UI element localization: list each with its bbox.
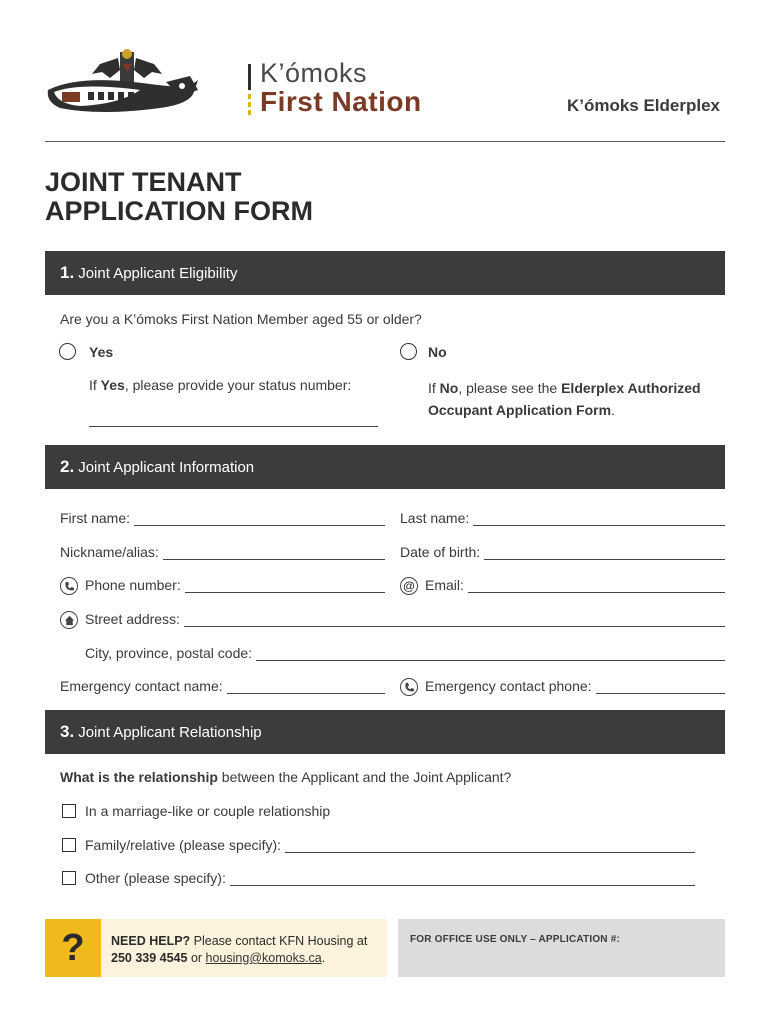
street-address-field[interactable] bbox=[85, 611, 725, 627]
logo-divider bbox=[248, 64, 251, 90]
help-body: Please contact KFN Housing at bbox=[190, 934, 368, 948]
marriage-label: In a marriage-like or couple relationship bbox=[85, 803, 331, 819]
emergency-name-label: Emergency contact name: bbox=[60, 678, 223, 694]
phone-icon bbox=[60, 577, 78, 595]
help-phone: 250 339 4545 bbox=[111, 951, 188, 965]
komoks-logo bbox=[40, 44, 422, 124]
section-number: 3. bbox=[60, 722, 75, 741]
home-icon bbox=[60, 611, 78, 629]
dob-label: Date of birth: bbox=[400, 544, 481, 560]
emergency-name-line[interactable] bbox=[227, 682, 385, 694]
yes-instruction-pre: If bbox=[89, 377, 101, 393]
nickname-field[interactable] bbox=[60, 544, 385, 560]
help-or: or bbox=[187, 951, 206, 965]
emergency-name-field[interactable] bbox=[60, 678, 385, 694]
help-end: . bbox=[321, 951, 326, 965]
nickname-line[interactable] bbox=[163, 548, 385, 560]
nickname-label: Nickname/alias: bbox=[60, 544, 159, 560]
office-use-label: FOR OFFICE USE ONLY – APPLICATION #: bbox=[410, 934, 621, 945]
header-subtitle: K’ómoks Elderplex bbox=[566, 96, 720, 115]
at-icon: @ bbox=[400, 577, 418, 595]
no-instruction-pre: If bbox=[428, 380, 440, 396]
section-title: Joint Applicant Relationship bbox=[78, 723, 262, 741]
city-label: City, province, postal code: bbox=[85, 645, 253, 661]
eligibility-question: Are you a K’ómoks First Nation Member aged 55 or older? bbox=[60, 311, 422, 327]
last-name-line[interactable] bbox=[473, 514, 725, 526]
other-label: Other (please specify): bbox=[85, 870, 226, 886]
no-instruction-bold: No bbox=[439, 380, 459, 396]
logo-divider-dots bbox=[248, 94, 251, 116]
first-name-field[interactable] bbox=[60, 510, 385, 526]
phone-label: Phone number: bbox=[85, 577, 181, 593]
relationship-question-bold: What is the relationship bbox=[60, 769, 218, 785]
question-icon: ? bbox=[45, 919, 101, 977]
authorized-occupant-form-ref-2: Occupant Application Form bbox=[428, 402, 612, 418]
yes-radio[interactable] bbox=[59, 343, 76, 360]
yes-instruction-post: , please provide your status number: bbox=[124, 377, 352, 393]
email-line[interactable] bbox=[468, 581, 725, 593]
form-title-line2: APPLICATION FORM bbox=[45, 196, 313, 226]
logo-text-first-nation: First Nation bbox=[260, 86, 422, 117]
city-field[interactable] bbox=[85, 645, 725, 661]
section-number: 1. bbox=[60, 263, 75, 282]
first-name-label: First name: bbox=[60, 510, 131, 526]
section-title: Joint Applicant Eligibility bbox=[78, 264, 238, 282]
family-checkbox[interactable] bbox=[62, 838, 76, 852]
yes-instruction-bold: Yes bbox=[100, 377, 125, 393]
no-radio[interactable] bbox=[400, 343, 417, 360]
authorized-occupant-form-ref-1: Elderplex Authorized bbox=[561, 380, 701, 396]
help-heading: NEED HELP? bbox=[111, 934, 191, 948]
email-label: Email: bbox=[425, 577, 464, 593]
no-instruction-end: . bbox=[611, 402, 615, 418]
section-title: Joint Applicant Information bbox=[78, 458, 255, 476]
family-field[interactable] bbox=[85, 837, 695, 853]
last-name-label: Last name: bbox=[400, 510, 470, 526]
help-box bbox=[45, 919, 387, 977]
section-1-header bbox=[45, 251, 725, 295]
status-number-field[interactable] bbox=[89, 426, 378, 427]
city-line[interactable] bbox=[256, 649, 725, 661]
relationship-question-rest: between the Applicant and the Joint Applicant? bbox=[217, 769, 512, 785]
phone-icon bbox=[400, 678, 418, 696]
help-text bbox=[111, 933, 367, 967]
dob-field[interactable] bbox=[400, 544, 725, 560]
family-label: Family/relative (please specify): bbox=[85, 837, 282, 853]
logo-text-komoks: K’ómoks bbox=[260, 58, 368, 88]
phone-field[interactable] bbox=[85, 577, 385, 593]
no-instruction bbox=[428, 377, 701, 421]
thunderbird-whale-logo-graphic bbox=[40, 44, 240, 124]
section-3-header bbox=[45, 710, 725, 754]
marriage-checkbox[interactable] bbox=[62, 804, 76, 818]
last-name-field[interactable] bbox=[400, 510, 725, 526]
phone-line[interactable] bbox=[185, 581, 385, 593]
section-2-header bbox=[45, 445, 725, 489]
street-address-line[interactable] bbox=[184, 615, 725, 627]
no-instruction-mid: , please see the bbox=[458, 380, 562, 396]
email-field[interactable] bbox=[425, 577, 725, 593]
dob-line[interactable] bbox=[484, 548, 725, 560]
other-checkbox[interactable] bbox=[62, 871, 76, 885]
emergency-phone-line[interactable] bbox=[596, 682, 725, 694]
other-line[interactable] bbox=[230, 874, 695, 886]
help-email-link[interactable]: housing@komoks.ca bbox=[205, 951, 322, 965]
header-divider bbox=[45, 141, 725, 142]
emergency-phone-label: Emergency contact phone: bbox=[425, 678, 592, 694]
yes-instruction bbox=[89, 377, 351, 393]
form-title bbox=[45, 168, 313, 226]
section-number: 2. bbox=[60, 457, 75, 476]
emergency-phone-field[interactable] bbox=[425, 678, 725, 694]
family-line[interactable] bbox=[285, 841, 695, 853]
yes-label: Yes bbox=[89, 344, 114, 360]
other-field[interactable] bbox=[85, 870, 695, 886]
form-title-line1: JOINT TENANT bbox=[45, 167, 242, 197]
relationship-question bbox=[60, 769, 511, 785]
first-name-line[interactable] bbox=[134, 514, 385, 526]
no-label: No bbox=[428, 344, 447, 360]
office-use-box bbox=[398, 919, 725, 977]
street-address-label: Street address: bbox=[85, 611, 180, 627]
